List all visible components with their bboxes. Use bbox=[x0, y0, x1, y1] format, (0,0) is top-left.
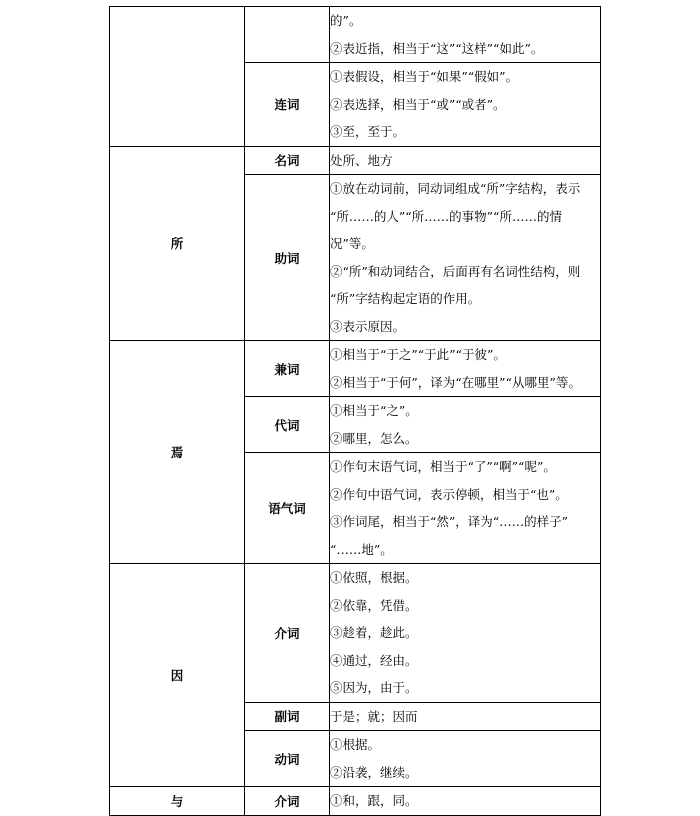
definition-cell bbox=[330, 175, 601, 341]
character-cell: 所 bbox=[110, 146, 245, 341]
part-of-speech-cell: 动词 bbox=[245, 731, 330, 787]
definition-line: ①根据。 bbox=[330, 737, 381, 752]
character-cell: 与 bbox=[110, 787, 245, 816]
definition-line: ⑤因为，由于。 bbox=[330, 680, 418, 695]
definition-line: 处所、地方 bbox=[330, 152, 393, 168]
definition-cell bbox=[330, 731, 601, 787]
definition-line: “所……的人”“所……的事物”“所……的情 bbox=[330, 208, 562, 224]
table-row bbox=[110, 564, 601, 703]
character-cell bbox=[110, 7, 245, 147]
table-row bbox=[110, 341, 601, 397]
definition-line: ①相当于“于之”“于此”“于彼”。 bbox=[330, 347, 506, 362]
definition-cell bbox=[330, 341, 601, 397]
character-cell: 因 bbox=[110, 564, 245, 787]
definition-cell bbox=[330, 146, 601, 175]
definition-line: ②“所”和动词结合，后面再有名词性结构，则 bbox=[330, 263, 581, 279]
definition-line: ②表选择，相当于“或”“或者”。 bbox=[330, 96, 506, 112]
table-row bbox=[110, 787, 601, 816]
definition-cell bbox=[330, 7, 601, 63]
table-row bbox=[110, 7, 601, 63]
part-of-speech-cell: 名词 bbox=[245, 146, 330, 175]
definition-line: ③趁着，趁此。 bbox=[330, 625, 418, 640]
definition-line: ①相当于“之”。 bbox=[330, 403, 418, 418]
definition-cell bbox=[330, 787, 601, 816]
definition-line: 况”等。 bbox=[330, 236, 374, 251]
definition-line: “所”字结构起定语的作用。 bbox=[330, 291, 481, 306]
part-of-speech-cell: 连词 bbox=[245, 63, 330, 147]
definition-line: ③表示原因。 bbox=[330, 318, 406, 334]
part-of-speech-cell: 代词 bbox=[245, 397, 330, 453]
definition-line: “……地”。 bbox=[330, 541, 393, 557]
definition-line: ①和，跟，同。 bbox=[330, 793, 418, 808]
definition-cell bbox=[330, 63, 601, 147]
definition-cell bbox=[330, 397, 601, 453]
part-of-speech-cell: 助词 bbox=[245, 175, 330, 341]
part-of-speech-cell: 介词 bbox=[245, 787, 330, 816]
definition-line: ③作词尾，相当于“然”，译为“……的样子” bbox=[330, 514, 569, 529]
definition-line: ②表近指，相当于“这”“这样”“如此”。 bbox=[330, 40, 544, 56]
table-row bbox=[110, 146, 601, 175]
part-of-speech-cell: 语气词 bbox=[245, 453, 330, 564]
character-cell: 焉 bbox=[110, 341, 245, 564]
definition-cell bbox=[330, 702, 601, 731]
part-of-speech-cell: 兼词 bbox=[245, 341, 330, 397]
definition-cell bbox=[330, 564, 601, 703]
definition-line: 于是；就；因而 bbox=[330, 708, 418, 724]
part-of-speech-cell: 介词 bbox=[245, 564, 330, 703]
part-of-speech-cell: 副词 bbox=[245, 702, 330, 731]
definition-line: ③至，至于。 bbox=[330, 124, 406, 139]
definition-line: ②相当于“于何”，译为“在哪里”“从哪里”等。 bbox=[330, 374, 581, 390]
definition-cell bbox=[330, 453, 601, 564]
definition-line: ②依靠，凭借。 bbox=[330, 597, 418, 613]
definition-line: ②作句中语气词，表示停顿，相当于“也”。 bbox=[330, 486, 568, 502]
definition-line: ①放在动词前，同动词组成“所”字结构，表示 bbox=[330, 181, 581, 196]
definition-line: ①作句末语气词，相当于“了”“啊”“呢”。 bbox=[330, 459, 556, 474]
definition-line: ①表假设，相当于“如果”“假如”。 bbox=[330, 69, 519, 84]
definition-line: ②沿袭，继续。 bbox=[330, 764, 418, 780]
word-usage-table bbox=[109, 6, 601, 816]
definition-line: 的”。 bbox=[330, 13, 362, 28]
part-of-speech-cell bbox=[245, 7, 330, 63]
definition-line: ①依照，根据。 bbox=[330, 570, 418, 585]
definition-line: ④通过，经由。 bbox=[330, 652, 418, 668]
definition-line: ②哪里，怎么。 bbox=[330, 430, 418, 446]
